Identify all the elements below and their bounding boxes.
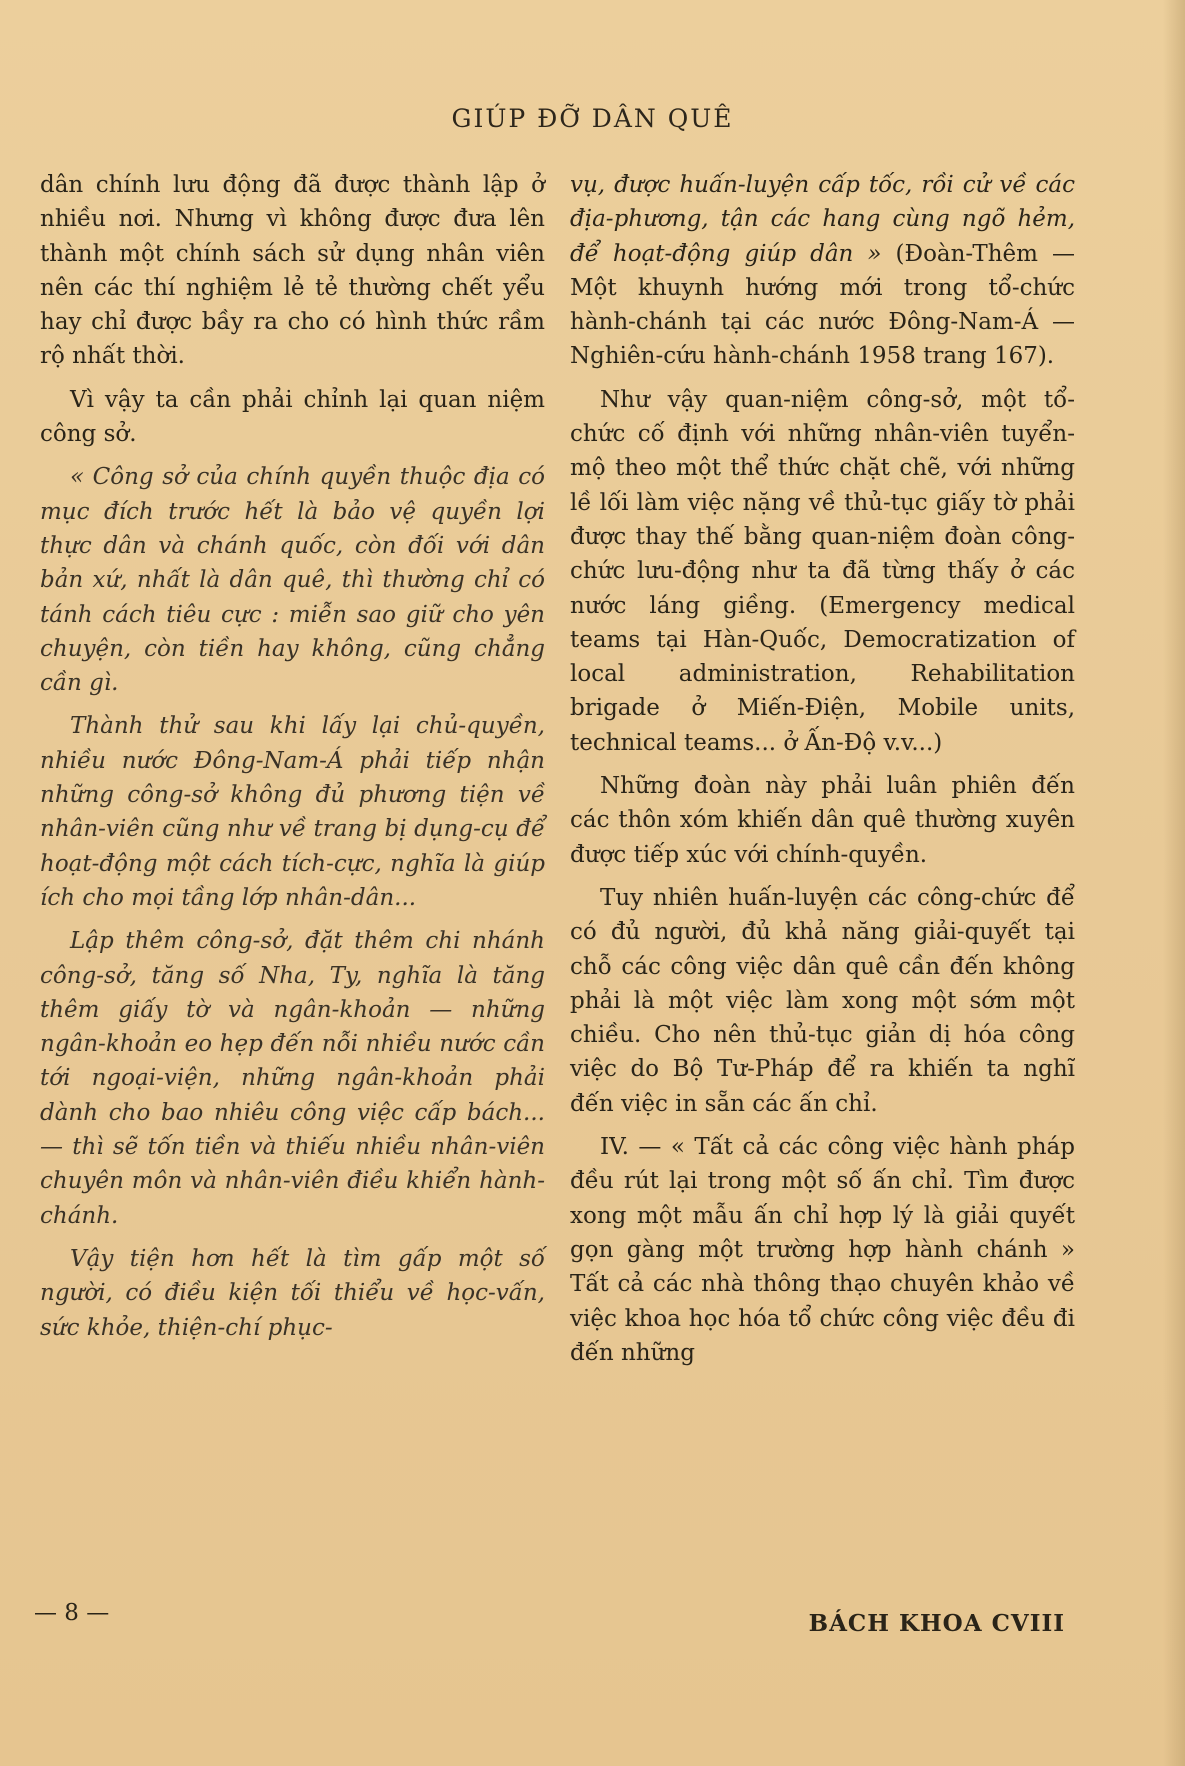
right-paragraph-5: IV. — « Tất cả các công việc hành pháp đều rút lại trong một số ấn chỉ. Tìm được xong một mẫu ấn chỉ hợp lý là giải quyết gọn gàng một trường hợp hành chánh » Tất cả các nhà thông thạo chuyên khảo về việc khoa học hóa tổ chức công việc đều đi đến những <box>570 1134 1075 1366</box>
right-paragraph-1 <box>570 168 1075 374</box>
right-paragraph-2: Như vậy quan-niệm công-sở, một tổ-chức cố định với những nhân-viên tuyển-mộ theo một thể thức chặt chẽ, với những lề lối làm việc nặng về thủ-tục giấy tờ phải được thay thế bằng quan-niệm đoàn công-chức lưu-động như ta đã từng thấy ở các nước láng giềng. (Emergency medical teams tại Hàn-Quốc, Democratization of local administration, Rehabilitation brigade ở Miến-Điện, Mobile units, technical teams... ở Ấn-Độ v.v...) <box>570 386 1075 756</box>
left-paragraph-5-quote: Lập thêm công-sở, đặt thêm chi nhánh công-sở, tăng số Nha, Ty, nghĩa là tăng thêm giấy tờ và ngân-khoản — những ngân-khoản eo hẹp đến nỗi nhiều nước cần tới ngoại-viện, những ngân-khoản phải dành cho bao nhiêu công việc cấp bách... — thì sẽ tốn tiền và thiếu nhiều nhân-viên chuyên môn và nhân-viên điều khiển hành-chánh. <box>40 928 545 1229</box>
left-paragraph-2: Vì vậy ta cần phải chỉnh lại quan niệm công sở. <box>40 386 545 448</box>
left-paragraph-3-quote: « Công sở của chính quyền thuộc địa có mục đích trước hết là bảo vệ quyền lợi thực dân và chánh quốc, còn đối với dân bản xứ, nhất là dân quê, thì thường chỉ có tánh cách tiêu cực : miễn sao giữ cho yên chuyện, còn tiền hay không, cũng chẳng cần gì. <box>40 464 545 697</box>
page-number: — 8 — <box>34 1600 110 1626</box>
publication-footer: BÁCH KHOA CVIII <box>808 1610 1065 1637</box>
left-paragraph-1: dân chính lưu động đã được thành lập ở nhiều nơi. Nhưng vì không được đưa lên thành một chính sách sử dụng nhân viên nên các thí nghiệm lẻ tẻ thường chết yểu hay chỉ được bầy ra cho có hình thức rầm rộ nhất thời. <box>40 172 545 370</box>
left-paragraph-4-quote: Thành thử sau khi lấy lại chủ-quyền, nhiều nước Đông-Nam-Á phải tiếp nhận những công-sở không đủ phương tiện về nhân-viên cũng như về trang bị dụng-cụ để hoạt-động một cách tích-cực, nghĩa là giúp ích cho mọi tầng lớp nhân-dân... <box>40 713 545 911</box>
right-paragraph-1-citation: (Đoàn-Thêm — Một khuynh hướng mới trong tổ-chức hành-chánh tại các nước Đông-Nam-Á — Nghiên-cứu hành-chánh 1958 trang 167). <box>570 240 1076 370</box>
right-paragraph-1-quote: vụ, được huấn-luyện cấp tốc, rồi cử về các địa-phương, tận các hang cùng ngõ hẻm, để hoạt-động giúp dân » <box>570 172 1075 267</box>
right-paragraph-4: Tuy nhiên huấn-luyện các công-chức để có đủ người, đủ khả năng giải-quyết tại chỗ các công việc dân quê cần đến không phải là một việc làm xong một sớm một chiều. Cho nên thủ-tục giản dị hóa công việc do Bộ Tư-Pháp để ra khiến ta nghĩ đến việc in sẵn các ấn chỉ. <box>570 884 1075 1117</box>
right-column <box>570 168 1075 1379</box>
right-paragraph-3: Những đoàn này phải luân phiên đến các thôn xóm khiến dân quê thường xuyên được tiếp xúc với chính-quyền. <box>570 773 1075 868</box>
left-paragraph-6-quote: Vậy tiện hơn hết là tìm gấp một số người, có điều kiện tối thiểu về học-vấn, sức khỏe, thiện-chí phục- <box>40 1245 545 1341</box>
running-header: GIÚP ĐỠ DÂN QUÊ <box>451 104 734 133</box>
left-column <box>40 168 545 1354</box>
page-edge-shading <box>1163 0 1185 1766</box>
